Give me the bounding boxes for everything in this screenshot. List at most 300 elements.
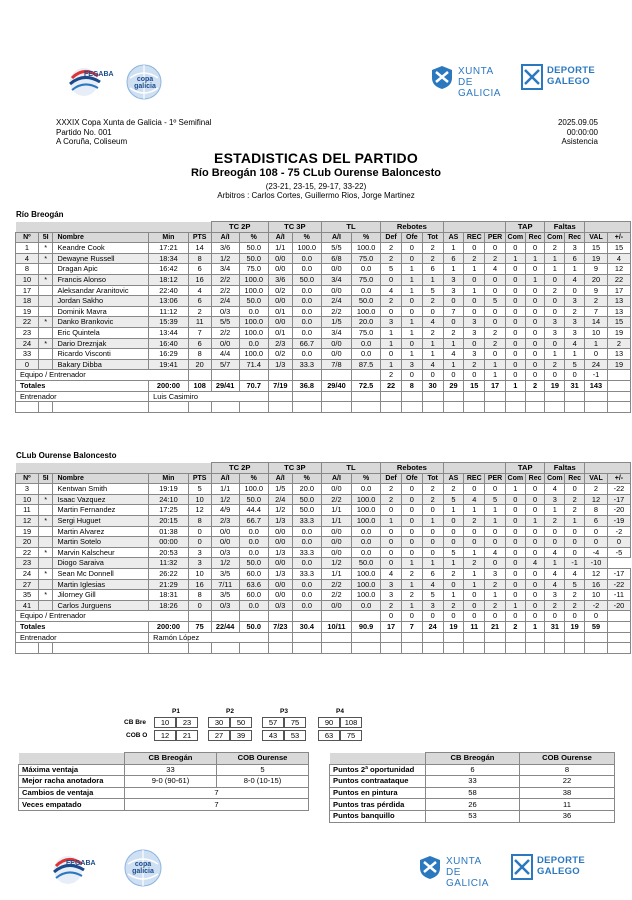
stat-cell: 2 (545, 515, 565, 526)
empty-cell (443, 391, 464, 402)
total-cell: 29/40 (321, 380, 351, 391)
stat-cell: 3 (464, 327, 485, 338)
period-label: P2 (226, 708, 234, 715)
total-cell (607, 380, 630, 391)
group-header: Rebotes (381, 463, 443, 474)
stat-cell: 3/6 (211, 243, 239, 254)
coach-row (16, 632, 631, 643)
column-header: AS (443, 473, 464, 484)
column-header: A/I (321, 232, 351, 243)
stat-cell: 12 (188, 505, 211, 516)
player-name: Ricardo Visconti (53, 349, 149, 360)
stat-cell: 0 (505, 526, 525, 537)
summary-row (330, 799, 615, 811)
stat-cell (607, 370, 630, 381)
group-header-empty (443, 222, 505, 233)
column-header: A/I (268, 473, 292, 484)
header-row (16, 473, 631, 484)
totals-row (16, 621, 631, 632)
stat-cell: 100.0 (352, 505, 381, 516)
player-row (16, 296, 631, 307)
stat-cell: 6 (188, 264, 211, 275)
stat-cell: 0/0 (268, 253, 292, 264)
empty-cell (239, 402, 268, 413)
stat-cell (38, 327, 53, 338)
stat-cell: 0.0 (292, 285, 321, 296)
stat-cell: 10 (585, 327, 608, 338)
stat-cell: 24 (16, 338, 39, 349)
player-name: Danko Brankovic (53, 317, 149, 328)
stat-cell: 4 (525, 558, 545, 569)
spacer-row (16, 402, 631, 413)
empty-cell (505, 391, 525, 402)
player-row (16, 338, 631, 349)
total-cell: 108 (188, 380, 211, 391)
stat-cell (352, 370, 381, 381)
stat-cell: 0 (381, 558, 402, 569)
coach-name: Ramón López (149, 632, 269, 643)
xunta-line1-bottom: XUNTA (446, 856, 482, 867)
column-header: Nombre (53, 232, 149, 243)
stat-cell: 0.0 (352, 547, 381, 558)
stat-cell: 0/0 (268, 537, 292, 548)
match-number: Partido No. 001 (56, 127, 112, 137)
stat-cell: 20 (16, 537, 39, 548)
empty-cell (525, 402, 545, 413)
stat-cell: 4 (485, 264, 506, 275)
stat-cell: 75.0 (239, 264, 268, 275)
xunta-line2: DE GALICIA (458, 77, 501, 99)
stat-cell: 3/5 (211, 590, 239, 601)
stat-cell (38, 505, 53, 516)
stat-cell: 4 (545, 547, 565, 558)
attendance: Asistencia (561, 137, 598, 146)
player-row (16, 349, 631, 360)
copa-text-bottom: copa galicia (132, 861, 154, 875)
player-name: Dominik Mavra (53, 306, 149, 317)
stat-cell: 0 (505, 296, 525, 307)
summary-value: 36 (520, 810, 615, 822)
stat-cell: 12 (585, 568, 608, 579)
player-name: Jilorney Gill (53, 590, 149, 601)
stat-cell: 6/8 (321, 253, 351, 264)
stat-cell: 0 (505, 359, 525, 370)
column-header: PTS (188, 473, 211, 484)
stat-cell: 100.0 (352, 568, 381, 579)
stat-cell: 71.4 (239, 359, 268, 370)
empty-cell (505, 402, 525, 413)
stat-cell: 100.0 (239, 349, 268, 360)
player-row (16, 579, 631, 590)
player-name: Martin Sotelo (53, 537, 149, 548)
stat-cell: 0 (505, 579, 525, 590)
empty-cell (464, 402, 485, 413)
player-name: Bakary Dibba (53, 359, 149, 370)
column-header: Com (545, 473, 565, 484)
stat-cell: 7 (443, 306, 464, 317)
stat-cell: 4 (565, 338, 585, 349)
stat-cell: 6 (422, 264, 443, 275)
stat-cell: 13 (607, 306, 630, 317)
period-score-team2: 75 (340, 730, 362, 741)
stat-cell: 0 (525, 590, 545, 601)
empty-cell (585, 643, 608, 654)
stat-cell: * (38, 494, 53, 505)
column-header: VAL (585, 473, 608, 484)
stat-cell: 0 (525, 494, 545, 505)
column-header: REC (464, 232, 485, 243)
summary-value: 33 (426, 776, 520, 788)
stat-cell: -20 (607, 505, 630, 516)
stat-cell: 22:40 (149, 285, 189, 296)
stat-cell: -17 (607, 494, 630, 505)
total-cell: 29 (443, 380, 464, 391)
empty-cell (401, 402, 422, 413)
column-header: Rec (565, 473, 585, 484)
stat-cell: 0 (443, 296, 464, 307)
stat-cell: 100.0 (352, 306, 381, 317)
stat-cell: 0 (381, 537, 402, 548)
summary-team-header: COB Ourense (520, 753, 615, 765)
stat-cell: 3/6 (268, 274, 292, 285)
stat-cell: 5 (485, 296, 506, 307)
period-score-team1: 30 (208, 717, 230, 728)
stat-cell: 0 (464, 243, 485, 254)
stat-cell: 7 (585, 306, 608, 317)
stat-cell: 3 (443, 285, 464, 296)
stat-cell: 1/5 (268, 484, 292, 495)
column-header: Nº (16, 232, 39, 243)
summary-row (19, 799, 309, 811)
stat-cell: 2/2 (211, 327, 239, 338)
summary-label: Puntos banquillo (330, 810, 426, 822)
stat-cell: 50.0 (352, 296, 381, 307)
stat-cell: 3 (381, 317, 402, 328)
stat-cell: -4 (585, 547, 608, 558)
total-cell: 11 (464, 621, 485, 632)
total-cell: 22/44 (211, 621, 239, 632)
stat-cell (211, 611, 239, 622)
stat-cell: 0 (401, 306, 422, 317)
stat-cell: 0 (565, 285, 585, 296)
group-header: Rebotes (381, 222, 443, 233)
stat-cell: 10 (188, 568, 211, 579)
player-name: Francis Alonso (53, 274, 149, 285)
stat-cell: -1 (565, 558, 585, 569)
total-cell: 59 (585, 621, 608, 632)
stat-cell: 63.6 (239, 579, 268, 590)
period-team1-label: CB Bre (124, 719, 147, 726)
stat-cell: 20:15 (149, 515, 189, 526)
stat-cell: 23 (16, 327, 39, 338)
match-date: 2025.09.05 (557, 118, 598, 127)
stat-cell: -17 (607, 568, 630, 579)
player-row (16, 547, 631, 558)
total-cell: 19 (565, 621, 585, 632)
stat-cell: 3/5 (211, 568, 239, 579)
summary-label: Veces empatado (19, 799, 125, 811)
stat-cell: 33.3 (292, 359, 321, 370)
deporte-galego-logo (521, 62, 601, 92)
total-cell: 10/11 (321, 621, 351, 632)
stat-cell: 4 (607, 253, 630, 264)
summary-value: 26 (426, 799, 520, 811)
empty-cell (525, 391, 545, 402)
stat-cell: 4 (443, 349, 464, 360)
stat-cell: 100.0 (239, 285, 268, 296)
stat-cell: 3/4 (321, 327, 351, 338)
venue: A Coruña, Coliseum (56, 137, 128, 146)
total-cell: 50.0 (239, 621, 268, 632)
stat-cell: 2 (607, 338, 630, 349)
stat-cell: 19 (16, 526, 39, 537)
stat-cell: 10 (585, 590, 608, 601)
summary-value: 22 (520, 776, 615, 788)
stat-cell: 1 (16, 243, 39, 254)
period-label: P1 (172, 708, 180, 715)
stat-cell: 1/3 (268, 359, 292, 370)
stat-cell: 0 (505, 306, 525, 317)
page-title: ESTADISTICAS DEL PARTIDO (214, 150, 418, 166)
summary-label: Mejor racha anotadora (19, 776, 125, 788)
summary-row (330, 764, 615, 776)
empty-cell (607, 643, 630, 654)
empty-cell (485, 402, 506, 413)
stat-cell: 1 (401, 349, 422, 360)
column-header: Def (381, 232, 402, 243)
stat-cell: 20 (585, 274, 608, 285)
total-cell: 2 (525, 380, 545, 391)
stat-cell: 1 (505, 253, 525, 264)
stat-cell: 11 (16, 505, 39, 516)
stat-cell: 2 (381, 243, 402, 254)
summary-header-row (330, 753, 615, 765)
stat-cell: 0 (545, 306, 565, 317)
empty-cell (149, 643, 189, 654)
stat-cell: 0 (381, 349, 402, 360)
stat-cell: 2 (464, 558, 485, 569)
spacer-row (16, 643, 631, 654)
stat-cell: 14 (188, 243, 211, 254)
stat-cell: 0 (188, 600, 211, 611)
stat-cell: 1 (485, 505, 506, 516)
stat-cell: 0 (422, 370, 443, 381)
stat-cell: 0/0 (268, 296, 292, 307)
stat-cell: 18:34 (149, 253, 189, 264)
stat-cell: 0 (505, 338, 525, 349)
group-header: TAP (505, 463, 545, 474)
stat-cell: 1 (401, 264, 422, 275)
stat-cell: 6 (422, 568, 443, 579)
stat-cell: 3 (545, 327, 565, 338)
stat-cell: 0.0 (239, 526, 268, 537)
stat-cell: 2 (464, 515, 485, 526)
period-label: P3 (280, 708, 288, 715)
stat-cell: 0 (401, 370, 422, 381)
stat-cell: 2 (565, 306, 585, 317)
total-cell: 8 (401, 380, 422, 391)
stat-cell: 0 (525, 359, 545, 370)
total-cell: 15 (464, 380, 485, 391)
stat-cell: 0.0 (352, 349, 381, 360)
stat-cell: 0 (505, 590, 525, 601)
empty-cell (352, 391, 381, 402)
header-row (16, 232, 631, 243)
stat-cell: 3/4 (321, 274, 351, 285)
stat-cell: 0/2 (268, 349, 292, 360)
empty-cell (422, 391, 443, 402)
summary-value: 8 (520, 764, 615, 776)
empty-cell (565, 643, 585, 654)
stat-cell: 41 (16, 600, 39, 611)
empty-cell (381, 632, 402, 643)
total-cell: 17 (485, 380, 506, 391)
total-cell: 7/23 (268, 621, 292, 632)
stat-cell: 66.7 (239, 515, 268, 526)
stat-cell: 0 (525, 611, 545, 622)
stat-cell: 2 (464, 359, 485, 370)
column-header: % (292, 232, 321, 243)
total-cell: 200:00 (149, 621, 189, 632)
stat-cell: 2 (422, 327, 443, 338)
empty-cell (525, 643, 545, 654)
period-score-team2: 53 (284, 730, 306, 741)
stat-cell: 16:29 (149, 349, 189, 360)
stat-cell: 1/2 (211, 558, 239, 569)
empty-cell (321, 632, 351, 643)
stat-cell: 2/2 (321, 306, 351, 317)
deporte-line1: DEPORTE (547, 65, 596, 76)
stat-cell: 0/0 (321, 285, 351, 296)
team-coach-row (16, 370, 631, 381)
empty-cell (352, 632, 381, 643)
coach-label: Entrenador (16, 632, 149, 643)
column-header: Ofe (401, 232, 422, 243)
stat-cell: 13:06 (149, 296, 189, 307)
team2-name: CLub Ourense Baloncesto (16, 451, 117, 460)
stat-cell: 50.0 (239, 558, 268, 569)
stat-cell: 4 (545, 568, 565, 579)
empty-cell (321, 402, 351, 413)
total-cell: 1 (525, 621, 545, 632)
total-cell: 31 (565, 380, 585, 391)
stat-cell: 60.0 (239, 568, 268, 579)
stat-cell: 7/11 (211, 579, 239, 590)
period-score-team1: 57 (262, 717, 284, 728)
summary-value: 9-0 (90-61) (125, 776, 217, 788)
stat-cell: 3 (565, 296, 585, 307)
stat-cell: 0 (505, 611, 525, 622)
stat-cell: 2 (381, 253, 402, 264)
column-header: Ofe (401, 473, 422, 484)
stat-cell: 0.0 (292, 579, 321, 590)
stat-cell: * (38, 317, 53, 328)
stat-cell: 100.0 (352, 579, 381, 590)
deporte-galego-logo-bottom (511, 852, 591, 882)
xunta-logo (430, 62, 516, 99)
stat-cell (38, 306, 53, 317)
empty-cell (505, 643, 525, 654)
stat-cell: 100.0 (352, 515, 381, 526)
stat-cell: 3 (188, 547, 211, 558)
total-cell: 36.8 (292, 380, 321, 391)
empty-cell (268, 391, 292, 402)
stat-cell: 12 (16, 515, 39, 526)
player-row (16, 590, 631, 601)
stat-cell: 2/4 (268, 494, 292, 505)
stat-cell: 1 (381, 359, 402, 370)
stat-cell: 3 (381, 590, 402, 601)
stat-cell: 7/8 (321, 359, 351, 370)
stat-cell: 66.7 (292, 338, 321, 349)
stat-cell: 2 (381, 296, 402, 307)
stat-cell: 16 (188, 579, 211, 590)
empty-cell (381, 402, 402, 413)
player-name: Isaac Vazquez (53, 494, 149, 505)
stat-cell: 1 (485, 515, 506, 526)
stat-cell: 0 (525, 243, 545, 254)
stat-cell: 1/3 (268, 568, 292, 579)
stat-cell: 2 (381, 494, 402, 505)
stat-cell: 0 (401, 253, 422, 264)
stat-cell: 0.0 (292, 253, 321, 264)
stat-cell: 1 (464, 505, 485, 516)
stat-cell: 12 (585, 494, 608, 505)
stat-cell: 3 (422, 600, 443, 611)
stat-cell: 1 (565, 264, 585, 275)
stat-cell: 0.0 (239, 600, 268, 611)
stat-cell (38, 296, 53, 307)
column-header: AS (443, 232, 464, 243)
group-header: TL (321, 463, 380, 474)
stat-cell: 1 (505, 600, 525, 611)
period-score-team2: 63 (318, 730, 340, 741)
stat-cell: 16 (585, 579, 608, 590)
stat-cell: 0 (505, 505, 525, 516)
stat-cell: 3/4 (211, 264, 239, 275)
stat-cell: 1/1 (211, 484, 239, 495)
stat-cell: 10 (16, 274, 39, 285)
stat-cell: 2 (485, 338, 506, 349)
stat-cell: 2 (545, 600, 565, 611)
stat-cell: 0 (464, 370, 485, 381)
stat-cell: 0 (485, 243, 506, 254)
total-cell: 200:00 (149, 380, 189, 391)
stat-cell: 0 (188, 537, 211, 548)
stat-cell: 0 (525, 306, 545, 317)
deporte-line2: GALEGO (547, 76, 590, 87)
stat-cell: 0 (545, 526, 565, 537)
stat-cell: 2/2 (211, 285, 239, 296)
stat-cell: -5 (607, 547, 630, 558)
stat-cell: 60.0 (239, 590, 268, 601)
stat-cell: 24 (16, 568, 39, 579)
summary-row (330, 810, 615, 822)
summary-value: 8-0 (10-15) (217, 776, 309, 788)
empty-cell (607, 391, 630, 402)
stat-cell: 2 (485, 253, 506, 264)
stat-cell: 0 (422, 526, 443, 537)
stat-cell: 4 (565, 274, 585, 285)
stat-cell: 0 (422, 537, 443, 548)
stat-cell: 33.3 (292, 547, 321, 558)
stat-cell: 1 (464, 264, 485, 275)
stat-cell: 1 (464, 568, 485, 579)
stat-cell (268, 370, 292, 381)
stat-cell: 5/5 (211, 317, 239, 328)
total-cell: 70.7 (239, 380, 268, 391)
stat-cell: 2/2 (321, 590, 351, 601)
